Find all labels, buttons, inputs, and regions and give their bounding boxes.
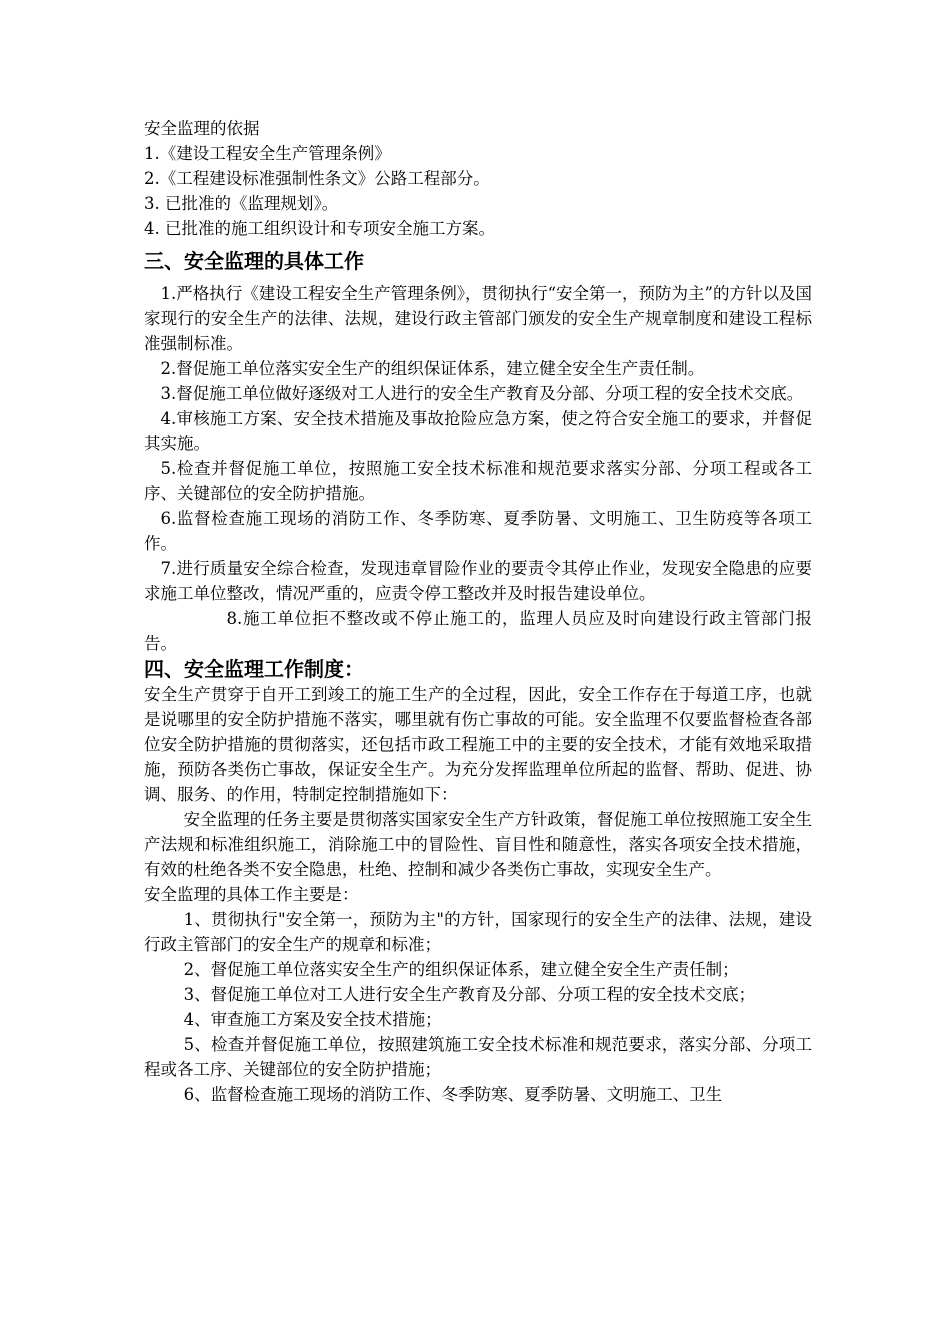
section-4-work-item: 3、督促施工单位对工人进行安全生产教育及分部、分项工程的安全技术交底； xyxy=(183,985,756,1004)
section-4-work-item: 1、贯彻执行"安全第一，预防为主"的方针，国家现行的安全生产的法律、法规，建设行政主管部门的安全生产的规章和标准； xyxy=(144,910,812,954)
section-4-heading: 四、安全监理工作制度： xyxy=(144,657,364,681)
section-3-item: 8.施工单位拒不整改或不停止施工的，监理人员应及时向建设行政主管部门报告。 xyxy=(144,609,812,653)
basis-item: 1.《建设工程安全生产管理条例》 xyxy=(144,144,391,163)
section-4-intro: 安全生产贯穿于自开工到竣工的施工生产的全过程，因此，安全工作存在于每道工序，也就是说哪里的安全防护措施不落实，哪里就有伤亡事故的可能。安全监理不仅要监督检查各部位安全防护措施的贯彻落实，还包括市政工程施工中的主要的安全技术，才能有效地采取措施，预防各类伤亡事故，保证安全生产。为充分发挥监理单位所起的监督、帮助、促进、协调、服务、的作用，特制定控制措施如下： xyxy=(144,685,812,804)
section-3-item: 1.严格执行《建设工程安全生产管理条例》，贯彻执行“安全第一，预防为主”的方针以及国家现行的安全生产的法律、法规，建设行政主管部门颁发的安全生产规章制度和建设工程标准强制标准。 xyxy=(144,284,812,353)
section-3-item: 5.检查并督促施工单位，按照施工安全技术标准和规范要求落实分部、分项工程或各工序、关键部位的安全防护措施。 xyxy=(144,459,812,503)
section-3-item: 2.督促施工单位落实安全生产的组织保证体系，建立健全安全生产责任制。 xyxy=(160,359,705,378)
section-4-work-item: 5、检查并督促施工单位，按照建筑施工安全技术标准和规范要求，落实分部、分项工程或各工序、关键部位的安全防护措施； xyxy=(144,1035,812,1079)
basis-item: 4. 已批准的施工组织设计和专项安全施工方案。 xyxy=(144,219,495,238)
section-3-item: 7.进行质量安全综合检查，发现违章冒险作业的要责令其停止作业，发现安全隐患的应要求施工单位整改，情况严重的，应责令停工整改并及时报告建设单位。 xyxy=(144,559,812,603)
document-page xyxy=(144,116,812,1107)
section-3-heading: 三、安全监理的具体工作 xyxy=(144,249,364,273)
basis-item: 2.《工程建设标准强制性条文》公路工程部分。 xyxy=(144,169,490,188)
section-3-item: 6.监督检查施工现场的消防工作、冬季防寒、夏季防暑、文明施工、卫生防疫等各项工作。 xyxy=(144,509,812,553)
section-4-work-item: 6、监督检查施工现场的消防工作、冬季防寒、夏季防暑、文明施工、卫生 xyxy=(183,1085,723,1104)
section-4-work-title: 安全监理的具体工作主要是： xyxy=(144,885,359,904)
section-4-work-item: 4、审查施工方案及安全技术措施； xyxy=(183,1010,442,1029)
section-4-task: 安全监理的任务主要是贯彻落实国家安全生产方针政策，督促施工单位按照施工安全生产法规和标准组织施工，消除施工中的冒险性、盲目性和随意性，落实各项安全技术措施，有效的杜绝各类不安全隐患，杜绝、控制和减少各类伤亡事故，实现安全生产。 xyxy=(144,810,812,879)
section-3-item: 3.督促施工单位做好逐级对工人进行的安全生产教育及分部、分项工程的安全技术交底。 xyxy=(160,384,804,403)
basis-title: 安全监理的依据 xyxy=(144,119,260,138)
section-3-item: 4.审核施工方案、安全技术措施及事故抢险应急方案，使之符合安全施工的要求，并督促其实施。 xyxy=(144,409,812,453)
section-4-work-item: 2、督促施工单位落实安全生产的组织保证体系，建立健全安全生产责任制； xyxy=(183,960,739,979)
basis-item: 3. 已批准的《监理规划》。 xyxy=(144,194,339,213)
